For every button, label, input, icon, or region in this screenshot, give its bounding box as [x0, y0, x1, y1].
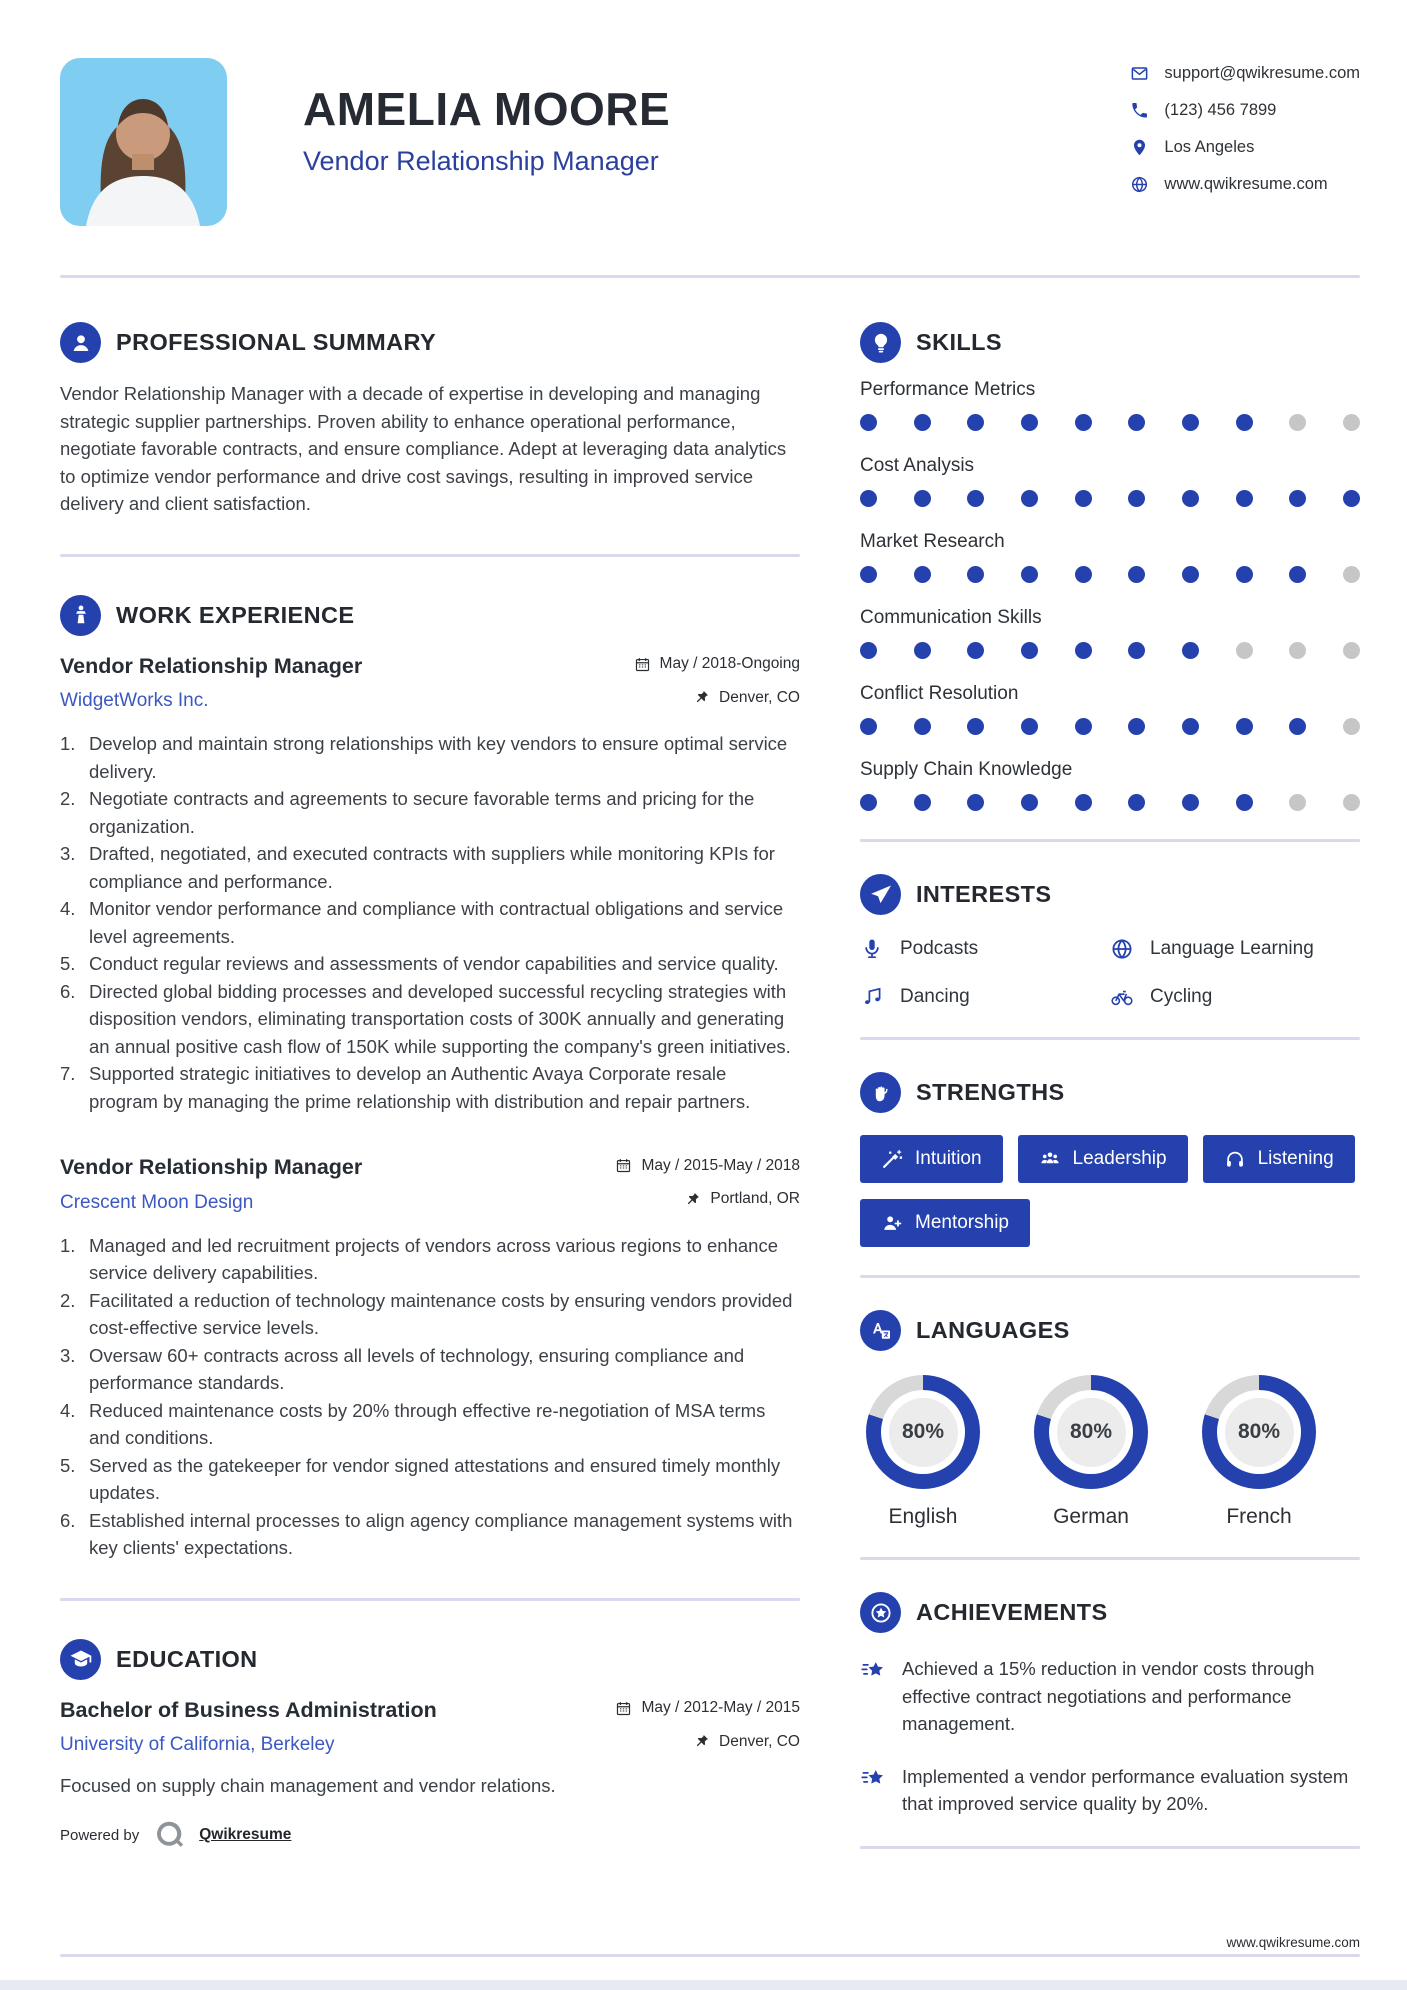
- rating-dot: [860, 566, 877, 583]
- job-bullet: Develop and maintain strong relationships with key vendors to ensure optimal service delivery.: [89, 733, 788, 782]
- users-icon: [1039, 1148, 1061, 1170]
- education-location-text: Denver, CO: [719, 1732, 800, 1750]
- achievement-item: [860, 1655, 1360, 1738]
- header: [60, 58, 1360, 226]
- job-entry: [60, 654, 800, 1116]
- rating-dot: [967, 718, 984, 735]
- qwikresume-link[interactable]: Qwikresume: [199, 1826, 292, 1843]
- language-label: German: [1053, 1505, 1129, 1528]
- strength-pill: [860, 1135, 1003, 1183]
- rating-dot: [1343, 490, 1360, 507]
- skill-item: [860, 683, 1360, 735]
- rating-dot: [1289, 718, 1306, 735]
- skill-item: [860, 379, 1360, 431]
- contact-text: www.qwikresume.com: [1164, 175, 1328, 193]
- headphones-icon: [1224, 1148, 1246, 1170]
- skill-item: [860, 759, 1360, 811]
- languages-list: [860, 1375, 1360, 1529]
- strengths-section: [860, 1072, 1360, 1247]
- medal-icon: [860, 1592, 901, 1633]
- skill-name: Performance Metrics: [860, 379, 1036, 400]
- experience-heading: WORK EXPERIENCE: [116, 601, 355, 628]
- rating-dot: [860, 490, 877, 507]
- skill-name: Conflict Resolution: [860, 683, 1019, 704]
- pushpin-icon: [684, 1191, 701, 1208]
- language-percent: 80%: [889, 1398, 958, 1467]
- rating-dot: [1236, 642, 1253, 659]
- rating-dot: [1021, 642, 1038, 659]
- skill-item: [860, 531, 1360, 583]
- rating-dot: [1128, 566, 1145, 583]
- strength-label: Mentorship: [915, 1212, 1009, 1233]
- location-pin-icon: [1130, 138, 1149, 157]
- skill-item: [860, 607, 1360, 659]
- footer-divider: [60, 1954, 1360, 1957]
- job-location-text: Denver, CO: [719, 688, 800, 706]
- education-entry: [60, 1698, 800, 1800]
- job-bullet: Drafted, negotiated, and executed contracts with suppliers while monitoring KPIs for compliance and performance.: [89, 843, 775, 892]
- rating-dot: [914, 414, 931, 431]
- job-bullet: Facilitated a reduction of technology maintenance costs by ensuring vendors provided cost-effective service levels.: [89, 1289, 793, 1338]
- contact-text: Los Angeles: [1164, 138, 1255, 156]
- pushpin-icon: [693, 1733, 710, 1750]
- rating-dot: [967, 490, 984, 507]
- rating-dot: [1182, 490, 1199, 507]
- skills-heading: SKILLS: [916, 329, 1002, 355]
- job-bullet: Conduct regular reviews and assessments of vendor capabilities and service quality.: [89, 953, 779, 974]
- interests-list: [860, 937, 1360, 1009]
- interest-label: Dancing: [900, 986, 970, 1007]
- rating-dot: [860, 414, 877, 431]
- translate-icon: [860, 1310, 901, 1351]
- language-item: [1028, 1375, 1154, 1529]
- left-column: [60, 322, 800, 1881]
- languages-header: [860, 1310, 1360, 1351]
- rating-dot: [1075, 414, 1092, 431]
- interest-label: Language Learning: [1150, 938, 1314, 959]
- rating-dot: [1236, 490, 1253, 507]
- rating-dot: [1343, 414, 1360, 431]
- achievement-item: [860, 1763, 1360, 1818]
- rating-dot: [1075, 794, 1092, 811]
- interests-header: [860, 874, 1360, 915]
- job-location: [684, 1190, 800, 1208]
- job-location: [693, 689, 800, 707]
- powered-by-block: [60, 1817, 800, 1853]
- section-divider: [60, 1598, 800, 1601]
- language-donut: [866, 1375, 980, 1489]
- graduation-cap-icon: [60, 1639, 101, 1680]
- education-heading: EDUCATION: [116, 1645, 258, 1672]
- language-item: [1196, 1375, 1322, 1529]
- education-note: Focused on supply chain management and vendor relations.: [60, 1775, 556, 1796]
- rating-dot: [860, 718, 877, 735]
- experience-section: [60, 595, 800, 1562]
- job-bullet: Monitor vendor performance and compliance with contractual obligations and service level agreements.: [89, 898, 784, 947]
- job-dates-text: May / 2018-Ongoing: [659, 655, 800, 672]
- footer-website: www.qwikresume.com: [1226, 1935, 1360, 1950]
- rating-dot: [914, 490, 931, 507]
- skill-rating: [860, 414, 1360, 431]
- rating-dot: [1343, 794, 1360, 811]
- section-divider: [60, 554, 800, 557]
- interest-label: Podcasts: [900, 938, 979, 959]
- achievements-header: [860, 1592, 1360, 1633]
- achievement-text: Implemented a vendor performance evaluation system that improved service quality by 20%.: [902, 1765, 1349, 1814]
- rating-dot: [860, 642, 877, 659]
- rating-dot: [914, 566, 931, 583]
- strength-label: Intuition: [915, 1148, 982, 1169]
- job-title: Vendor Relationship Manager: [60, 653, 363, 678]
- rating-dot: [1182, 566, 1199, 583]
- globe-icon: [1110, 937, 1134, 961]
- job-title: Vendor Relationship Manager: [60, 1155, 363, 1179]
- header-divider: [60, 275, 1360, 278]
- skill-rating: [860, 566, 1360, 583]
- section-divider: [860, 1557, 1360, 1560]
- rating-dot: [914, 642, 931, 659]
- language-donut: [1034, 1375, 1148, 1489]
- shooting-star-icon: [860, 1657, 887, 1684]
- job-bullet: Served as the gatekeeper for vendor signed attestations and ensured timely monthly updates.: [89, 1454, 781, 1503]
- job-bullet: Directed global bidding processes and developed successful recycling strategies with disposition vendors, eliminating transportation costs of 300K annually and generating an annual positive cash flow of 150K while supporting the company's green initiatives.: [89, 980, 791, 1057]
- phone-icon: [1130, 101, 1149, 120]
- magic-wand-icon: [881, 1148, 903, 1170]
- job-bullet: Oversaw 60+ contracts across all levels of technology, ensuring compliance and performance standards.: [89, 1344, 745, 1393]
- skill-item: [860, 455, 1360, 507]
- interests-section: [860, 874, 1360, 1009]
- rating-dot: [1021, 566, 1038, 583]
- page-bottom-strip: [0, 1980, 1407, 1990]
- music-note-icon: [860, 985, 884, 1009]
- job-bullet-list: [60, 730, 800, 1115]
- school-link[interactable]: University of California, Berkeley: [60, 1734, 335, 1755]
- rating-dot: [1075, 642, 1092, 659]
- candidate-name: AMELIA MOORE: [303, 83, 671, 135]
- rating-dot: [1343, 566, 1360, 583]
- rating-dot: [1343, 718, 1360, 735]
- company-link[interactable]: Crescent Moon Design: [60, 1191, 254, 1213]
- mail-icon: [1130, 64, 1149, 83]
- company-link[interactable]: WidgetWorks Inc.: [60, 690, 209, 711]
- rating-dot: [967, 794, 984, 811]
- rating-dot: [1289, 642, 1306, 659]
- job-entry: [60, 1155, 800, 1562]
- rating-dot: [1075, 718, 1092, 735]
- strength-pill: [1203, 1135, 1355, 1183]
- job-bullet: Negotiate contracts and agreements to secure favorable terms and pricing for the organization.: [89, 788, 755, 837]
- rating-dot: [1182, 718, 1199, 735]
- interest-item: [860, 937, 1110, 961]
- rating-dot: [1182, 414, 1199, 431]
- contact-list: [1130, 64, 1360, 212]
- candidate-title: Vendor Relationship Manager: [303, 146, 659, 176]
- experience-header: [60, 595, 800, 636]
- summary-section: [60, 322, 800, 518]
- interest-item: [860, 985, 1110, 1009]
- rating-dot: [1343, 642, 1360, 659]
- job-bullet: Reduced maintenance costs by 20% through effective re-negotiation of MSA terms and conditions.: [89, 1399, 766, 1448]
- bicycle-icon: [1110, 985, 1134, 1009]
- powered-by-label: Powered by: [60, 1826, 140, 1844]
- education-dates: [615, 1699, 800, 1717]
- languages-section: [860, 1310, 1360, 1529]
- pushpin-icon: [693, 689, 710, 706]
- user-plus-icon: [881, 1212, 903, 1234]
- rating-dot: [1182, 794, 1199, 811]
- skills-section: [860, 322, 1360, 811]
- skill-rating: [860, 794, 1360, 811]
- education-dates-text: May / 2012-May / 2015: [641, 1699, 800, 1716]
- achievements-section: [860, 1592, 1360, 1818]
- calendar-icon: [615, 1157, 632, 1174]
- interest-label: Cycling: [1150, 986, 1213, 1007]
- rating-dot: [1289, 794, 1306, 811]
- contact-item: [1130, 175, 1360, 194]
- interest-item: [1110, 985, 1360, 1009]
- rating-dot: [1182, 642, 1199, 659]
- summary-heading: PROFESSIONAL SUMMARY: [116, 329, 437, 355]
- rating-dot: [1128, 642, 1145, 659]
- job-location-text: Portland, OR: [710, 1190, 800, 1207]
- job-bullet: Managed and led recruitment projects of vendors across various regions to enhance service delivery capabilities.: [89, 1234, 778, 1283]
- right-column: [860, 322, 1360, 1881]
- summary-header: [60, 322, 800, 363]
- globe-icon: [1130, 175, 1149, 194]
- rating-dot: [914, 794, 931, 811]
- profile-photo: [60, 58, 227, 226]
- language-donut: [1202, 1375, 1316, 1489]
- skill-name: Supply Chain Knowledge: [860, 759, 1073, 780]
- rating-dot: [1236, 566, 1253, 583]
- languages-heading: LANGUAGES: [916, 1317, 1070, 1343]
- rating-dot: [1289, 414, 1306, 431]
- rating-dot: [967, 566, 984, 583]
- microphone-icon: [860, 937, 884, 961]
- language-percent: 80%: [1225, 1398, 1294, 1467]
- degree-title: Bachelor of Business Administration: [60, 1697, 437, 1722]
- calendar-icon: [615, 1700, 632, 1717]
- content-columns: [60, 322, 1360, 1881]
- rating-dot: [1289, 490, 1306, 507]
- job-list: [60, 654, 800, 1562]
- rating-dot: [1128, 490, 1145, 507]
- rating-dot: [1128, 718, 1145, 735]
- rating-dot: [1128, 794, 1145, 811]
- section-divider: [860, 1037, 1360, 1040]
- job-bullet: Established internal processes to align agency compliance management systems with key clients' expectations.: [89, 1509, 793, 1558]
- rating-dot: [1021, 490, 1038, 507]
- paper-plane-icon: [860, 874, 901, 915]
- contact-item: [1130, 138, 1360, 157]
- podium-icon: [60, 595, 101, 636]
- skill-rating: [860, 490, 1360, 507]
- rating-dot: [967, 642, 984, 659]
- language-item: [860, 1375, 986, 1529]
- strength-label: Leadership: [1072, 1148, 1167, 1169]
- rating-dot: [1021, 718, 1038, 735]
- language-label: English: [888, 1505, 958, 1528]
- strengths-list: [860, 1135, 1360, 1247]
- skill-rating: [860, 718, 1360, 735]
- education-section: [60, 1639, 800, 1800]
- section-divider: [860, 839, 1360, 842]
- rating-dot: [967, 414, 984, 431]
- strengths-header: [860, 1072, 1360, 1113]
- calendar-icon: [634, 656, 651, 673]
- language-label: French: [1226, 1505, 1292, 1528]
- skills-list: [860, 379, 1360, 811]
- rating-dot: [1021, 414, 1038, 431]
- education-location: [693, 1733, 800, 1751]
- section-divider: [860, 1275, 1360, 1278]
- rating-dot: [1128, 414, 1145, 431]
- interest-item: [1110, 937, 1360, 961]
- job-dates-text: May / 2015-May / 2018: [641, 1156, 800, 1174]
- rating-dot: [860, 794, 877, 811]
- rating-dot: [1075, 490, 1092, 507]
- achievements-list: [860, 1655, 1360, 1818]
- strengths-heading: STRENGTHS: [916, 1079, 1065, 1105]
- rating-dot: [1236, 414, 1253, 431]
- interests-heading: INTERESTS: [916, 881, 1052, 907]
- job-bullet: Supported strategic initiatives to develop an Authentic Avaya Corporate resale program by managing the prime relationship with distribution and repair partners.: [89, 1063, 751, 1112]
- language-percent: 80%: [1057, 1398, 1126, 1467]
- rating-dot: [1021, 794, 1038, 811]
- achievement-text: Achieved a 15% reduction in vendor costs through effective contract negotiations and performance management.: [902, 1658, 1315, 1734]
- skill-rating: [860, 642, 1360, 659]
- education-header: [60, 1639, 800, 1680]
- profile-photo-image: [60, 58, 227, 226]
- job-dates: [615, 1157, 800, 1175]
- contact-item: [1130, 101, 1360, 120]
- fist-icon: [860, 1072, 901, 1113]
- summary-text: Vendor Relationship Manager with a decade of expertise in developing and managing strategic supplier partnerships. Proven ability to enhance operational performance, negotiate favorable contracts, and ensure compliance. Adept at leveraging data analytics to optimize vendor performance and drive cost savings, resulting in improved service delivery and client satisfaction.: [60, 383, 787, 514]
- rating-dot: [1236, 718, 1253, 735]
- person-icon: [60, 322, 101, 363]
- skill-name: Market Research: [860, 531, 1005, 552]
- rating-dot: [1289, 566, 1306, 583]
- lightbulb-icon: [860, 322, 901, 363]
- qwikresume-logo-icon: [151, 1817, 187, 1853]
- achievements-heading: ACHIEVEMENTS: [916, 1599, 1108, 1625]
- job-bullet-list: [60, 1232, 800, 1562]
- contact-text: (123) 456 7899: [1164, 101, 1277, 119]
- skills-header: [860, 322, 1360, 363]
- contact-text: support@qwikresume.com: [1164, 64, 1360, 82]
- strength-pill: [860, 1199, 1030, 1247]
- rating-dot: [1236, 794, 1253, 811]
- identity-block: [303, 82, 670, 177]
- rating-dot: [914, 718, 931, 735]
- section-divider: [860, 1846, 1360, 1849]
- contact-item: [1130, 64, 1360, 83]
- rating-dot: [1075, 566, 1092, 583]
- strength-pill: [1018, 1135, 1188, 1183]
- skill-name: Cost Analysis: [860, 455, 975, 476]
- shooting-star-icon: [860, 1765, 887, 1792]
- strength-label: Listening: [1257, 1148, 1334, 1169]
- skill-name: Communication Skills: [860, 607, 1042, 628]
- job-dates: [634, 655, 800, 673]
